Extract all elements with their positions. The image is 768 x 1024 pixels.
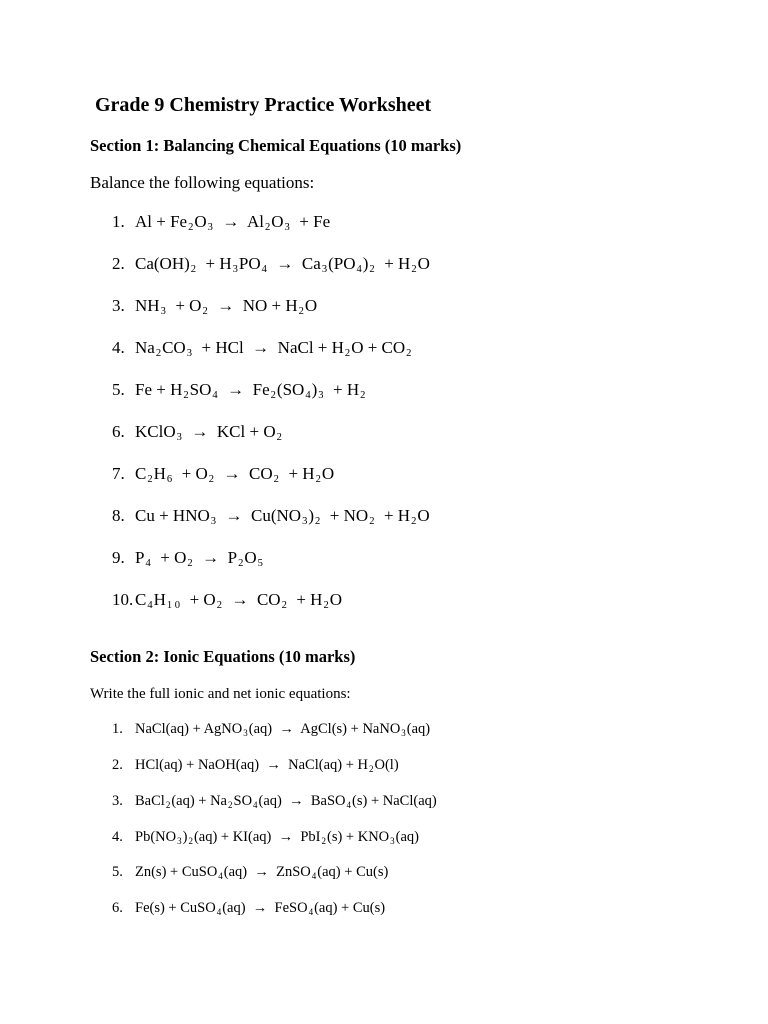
equation-text: $Ca(OH)_2 + H_3PO_4 \to Ca_3(PO_4)_2 + H_2O$ bbox=[135, 254, 430, 275]
item-number: 8. bbox=[112, 506, 125, 525]
equation-text: $C_2H_6 + O_2 \to CO_2 + H_2O$ bbox=[135, 464, 335, 485]
equation-item bbox=[112, 422, 283, 442]
equation-text: NaCl(aq) + AgNO$_3$(aq) → AgCl(s) + NaNO$_3$(aq) bbox=[135, 721, 431, 738]
page-title: Grade 9 Chemistry Practice Worksheet bbox=[95, 94, 432, 116]
equation-item bbox=[112, 338, 412, 358]
item-number: 6. bbox=[112, 900, 123, 916]
equation-text: BaCl$_2$(aq) + $Na_2SO_4(aq)$ → BaSO$_4$(s) + NaCl(aq) bbox=[135, 793, 437, 810]
item-number: 7. bbox=[112, 464, 125, 483]
equation-text: $P_4 + O_2 \to P_2O_5$ bbox=[135, 548, 263, 569]
section-1-instruction: Balance the following equations: bbox=[90, 173, 315, 192]
equation-item bbox=[112, 506, 430, 526]
item-number: 2. bbox=[112, 254, 125, 273]
equation-item bbox=[112, 792, 437, 810]
equation-text: KClO$_3$ → KCl + $O_2$ bbox=[135, 422, 282, 443]
equation-item bbox=[112, 899, 385, 917]
equation-text: Fe(s) + CuSO$_4$(aq) → FeSO$_4$(aq) + Cu(s) bbox=[135, 900, 386, 917]
equation-text: HCl(aq) + NaOH(aq) → NaCl(aq) + $H_2O(l)$ bbox=[135, 757, 399, 774]
equation-text: $Fe + H_2SO_4 \to Fe_2(SO_4)_3 + H_2$ bbox=[135, 380, 366, 401]
equation-item bbox=[112, 464, 334, 484]
equation-item bbox=[112, 254, 430, 274]
equation-item bbox=[112, 296, 317, 316]
equation-text: $C_4H_{1 0} + O_2 \to CO_2 + H_2O$ bbox=[135, 590, 343, 611]
equation-item bbox=[112, 863, 388, 881]
item-number: 3. bbox=[112, 296, 125, 315]
item-number: 2. bbox=[112, 757, 123, 773]
item-number: 4. bbox=[112, 829, 123, 845]
item-number: 5. bbox=[112, 864, 123, 880]
item-number: 9. bbox=[112, 548, 125, 567]
item-number: 6. bbox=[112, 422, 125, 441]
equation-text: $NH_3 + O_2$ → NO + $H_2O$ bbox=[135, 296, 318, 317]
equation-item bbox=[112, 756, 399, 774]
equation-item bbox=[112, 380, 366, 400]
equation-text: $Na_2CO_3$ + HCl → NaCl + $H_2O + CO_2$ bbox=[135, 338, 412, 359]
equation-text: $Al + Fe_2O_3 \to Al_2O_3 + Fe$ bbox=[135, 212, 331, 233]
equation-item bbox=[112, 548, 264, 568]
equation-text: Zn(s) + CuSO$_4$(aq) → ZnSO$_4$(aq) + Cu(s) bbox=[135, 864, 389, 881]
item-number: 5. bbox=[112, 380, 125, 399]
equation-text: $Cu + HNO_3 \to Cu(NO_3)_2 + NO_2 + H_2O$ bbox=[135, 506, 430, 527]
equation-item bbox=[112, 720, 430, 738]
item-number: 1. bbox=[112, 212, 125, 231]
section-2-heading: Section 2: Ionic Equations (10 marks) bbox=[90, 647, 356, 666]
item-number: 10. bbox=[112, 590, 134, 609]
item-number: 1. bbox=[112, 721, 123, 737]
item-number: 4. bbox=[112, 338, 125, 357]
item-number: 3. bbox=[112, 793, 123, 809]
equation-item bbox=[112, 590, 342, 610]
section-2-instruction: Write the full ionic and net ionic equations: bbox=[90, 686, 351, 702]
equation-item bbox=[112, 828, 419, 846]
section-1-heading: Section 1: Balancing Chemical Equations (10 marks) bbox=[90, 136, 462, 155]
equation-item bbox=[112, 212, 330, 232]
equation-text: $Pb(NO_3)_2(aq) + KI(aq) \to PbI_2(s) + KNO_3(aq)$ bbox=[135, 829, 419, 846]
